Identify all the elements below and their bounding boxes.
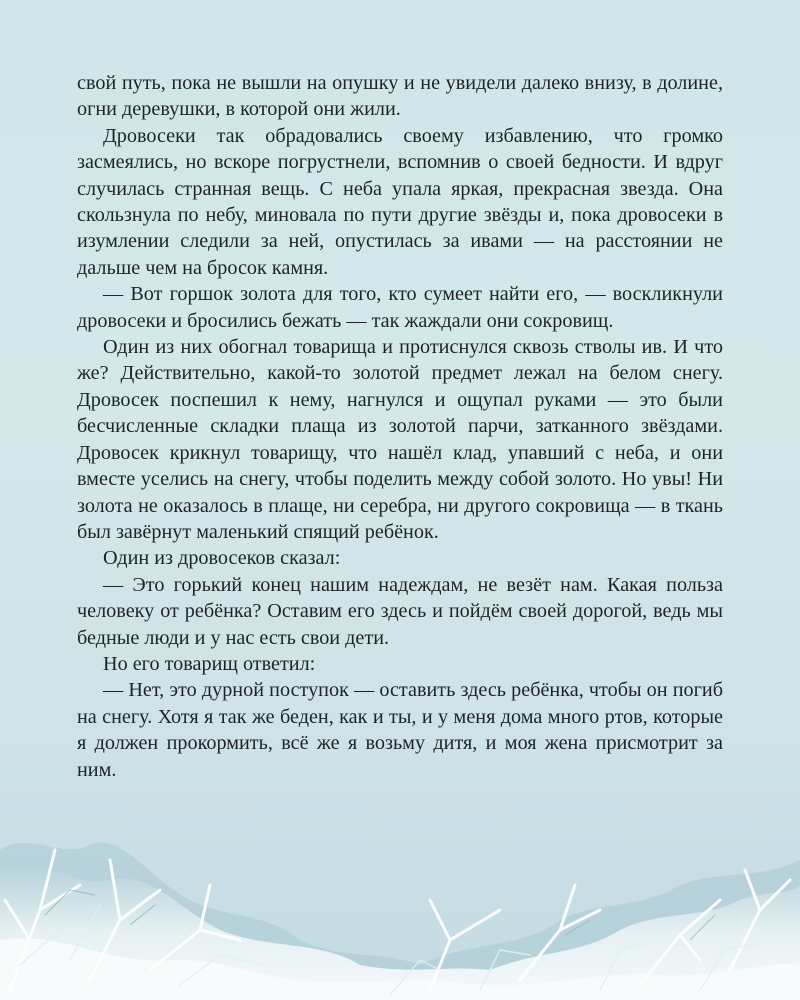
- paragraph-5: Один из дровосеков сказал:: [103, 547, 341, 570]
- paragraph-4: Один из них обогнал товарища и протиснулся сквозь стволы ив. И что же? Действительно, какой-то золотой предмет лежал на белом снегу. Дровосек поспешил к нему, нагнулся и ощупал руками — это были бесчисленные складки плаща из золотой парчи, затканного звёздами. Дровосек крикнул товарищу, что нашёл клад, упавший с неба, и они вместе уселись на снегу, чтобы поделить между собой золото. Но увы! Ни золота не оказалось в плаще, ни серебра, ни другого сокровища — в ткань был завёрнут маленький спящий ребёнок.: [77, 336, 723, 543]
- paragraph-1: свой путь, пока не вышли на опушку и не увидели далеко внизу, в долине, огни деревушки, в которой они жили.: [77, 72, 723, 121]
- snowy-bushes-illustration: [0, 790, 800, 1000]
- story-text: [77, 70, 723, 783]
- paragraph-3: — Вот горшок золота для того, кто сумеет найти его, — воскликнули дровосеки и бросились бежать — так жаждали они сокровищ.: [77, 283, 723, 332]
- paragraph-2: Дровосеки так обрадовались своему избавлению, что громко засмеялись, но вскоре погрустнели, вспомнив о своей бедности. И вдруг случилась странная вещь. С неба упала яркая, прекрасная звезда. Она скользнула по небу, миновала по пути другие звёзды и, пока дровосеки в изумлении следили за ней, опустилась за ивами — на расстоянии не дальше чем на бросок камня.: [77, 124, 723, 279]
- paragraph-7: Но его товарищ ответил:: [103, 652, 316, 675]
- paragraph-8: — Нет, это дурной поступок — оставить здесь ребёнка, чтобы он погиб на снегу. Хотя я так же беден, как и ты, и у меня дома много ртов, которые я должен прокормить, всё же я возьму дитя, и моя жена присмотрит за ним.: [77, 679, 723, 781]
- paragraph-6: — Это горький конец нашим надеждам, не везёт нам. Какая польза человеку от ребёнка? Оставим его здесь и пойдём своей дорогой, ведь мы бедные люди и у нас есть свои дети.: [77, 573, 723, 649]
